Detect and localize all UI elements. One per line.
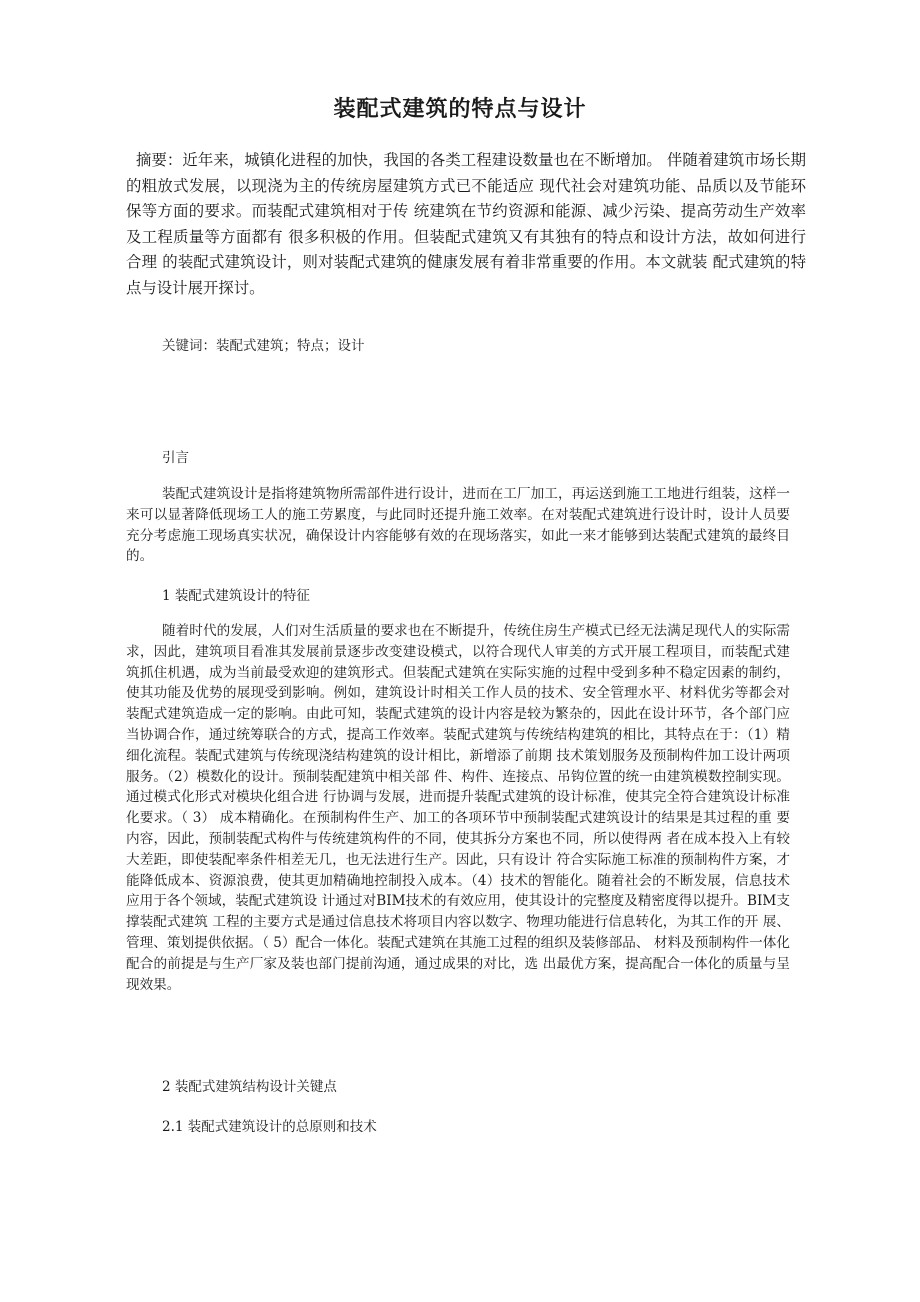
section-2-heading: 2 装配式建筑结构设计关键点: [162, 1079, 337, 1095]
intro-paragraph: 装配式建筑设计是指将建筑物所需部件进行设计，进而在工厂加工，再运送到施工工地进行组装，这样一来可以显著降低现场工人的施工劳累度，与此同时还提升施工效率。在对装配式建筑进行设计时，设计人员要充分考虑施工现场真实状况，确保设计内容能够有效的在现场落实，如此一来才能够到达装配式建筑的最终目的。: [126, 486, 790, 565]
section-1-heading: 1 装配式建筑设计的特征: [162, 588, 310, 604]
abstract-paragraph: 摘要：近年来，城镇化进程的加快，我国的各类工程建设数量也在不断增加。 伴随着建筑市场长期的粗放式发展，以现浇为主的传统房屋建筑方式已不能适应 现代社会对建筑功能、品质以及节能环保等方面的要求。而装配式建筑相对于传 统建筑在节约资源和能源、减少污染、提高劳动生产效率及工程质量等方面都有 很多积极的作用。但装配式建筑又有其独有的特点和设计方法，故如何进行合理 的装配式建筑设计，则对装配式建筑的健康发展有着非常重要的作用。本文就装 配式建筑的特点与设计展开探讨。: [126, 151, 806, 297]
document-title: 装配式建筑的特点与设计: [333, 96, 587, 122]
keywords-line: 关键词：装配式建筑；特点；设计: [162, 338, 365, 354]
intro-heading: 引言: [162, 450, 189, 466]
section-1-paragraph: 随着时代的发展，人们对生活质量的要求也在不断提升，传统住房生产模式已经无法满足现代人的实际需求，因此，建筑项目看准其发展前景逐步改变建设模式，以符合现代人审美的方式开展工程项目，而装配式建筑抓住机遇，成为当前最受欢迎的建筑形式。但装配式建筑在实际实施的过程中受到多种不稳定因素的制约，使其功能及优势的展现受到影响。例如，建筑设计时相关工作人员的技术、安全管理水平、材料优劣等都会对装配式建筑造成一定的影响。由此可知，装配式建筑的设计内容是较为繁杂的，因此在设计环节，各个部门应当协调合作，通过统筹联合的方式，提高工作效率。装配式建筑与传统结构建筑的相比，其特点在于：（1）精细化流程。装配式建筑与传统现浇结构建筑的设计相比，新增添了前期 技术策划服务及预制构件加工设计两项服务。（2）模数化的设计。预制装配建筑中相关部 件、构件、连接点、吊钩位置的统一由建筑模数控制实现。通过模式化形式对模块化组合进 行协调与发展，进而提升装配式建筑的设计标准，使其完全符合建筑设计标准化要求。（ 3） 成本精确化。在预制构件生产、加工的各项环节中预制装配式建筑设计的结果是其过程的重 要内容，因此，预制装配式构件与传统建筑构件的不同，使其拆分方案也不同，所以使得两 者在成本投入上有较大差距，即使装配率条件相差无几，也无法进行生产。因此，只有设计 符合实际施工标准的预制构件方案，才能降低成本、资源浪费，使其更加精确地控制投入成本。（4）技术的智能化。随着社会的不断发展，信息技术应用于各个领域，装配式建筑设 计通过对BIM技术的有效应用，使其设计的完整度及精密度得以提升。BIM支撑装配式建筑 工程的主要方式是通过信息技术将项目内容以数字、物理功能进行信息转化，为其工作的开 展、管理、策划提供依据。（ 5）配合一体化。装配式建筑在其施工过程的组织及装修部品、 材料及预制构件一体化配合的前提是与生产厂家及装也部门提前沟通，通过成果的对比，选 出最优方案，提高配合一体化的质量与呈现效果。: [126, 623, 790, 993]
section-2-1-heading: 2.1 装配式建筑设计的总原则和技术: [162, 1119, 377, 1135]
